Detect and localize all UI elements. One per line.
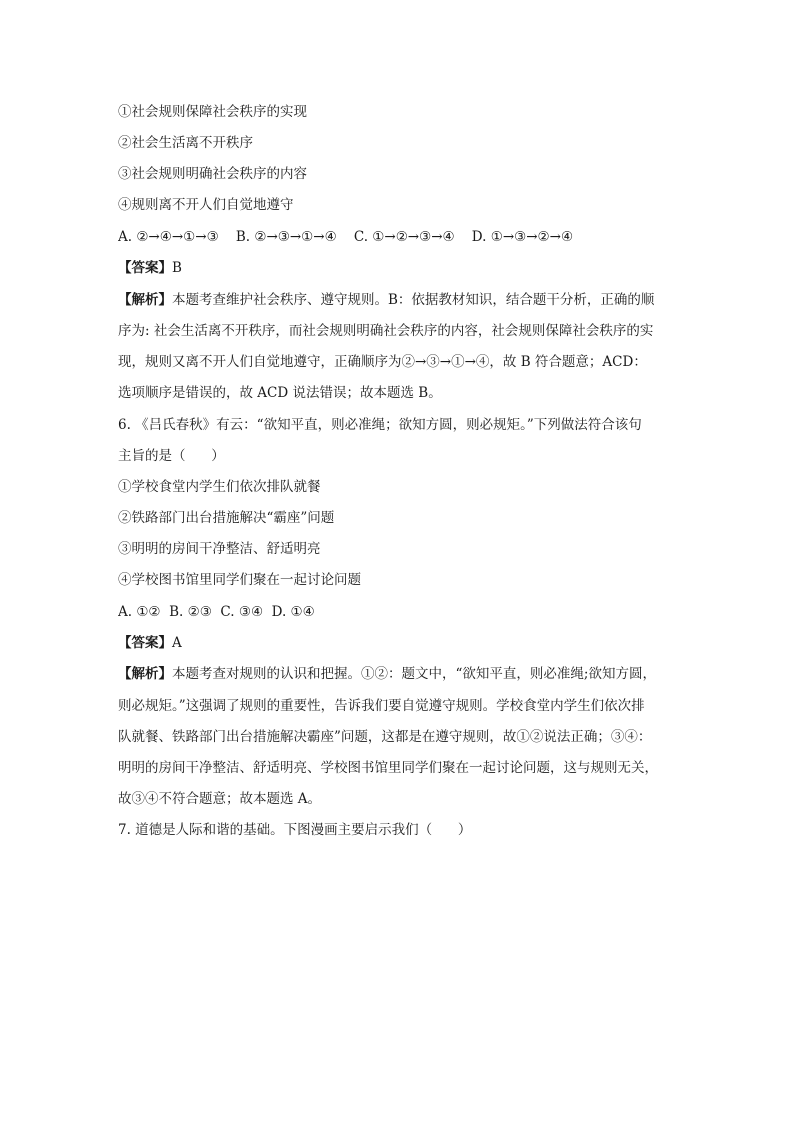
analysis-tag: 【解析】 [118,292,172,308]
q6-item-4: ④学校图书馆里同学们聚在一起讨论问题 [118,572,361,588]
q6-answer [118,633,678,653]
q5-answer [118,258,678,278]
q6-stem-line-1: 6. 《吕氏春秋》有云：“欲知平直，则必准绳；欲知方圆，则必规矩。”下列做法符合该句 [118,417,642,433]
analysis-text: 本题考查维护社会秩序、遵守规则。B：依据教材知识，结合题干分析，正确的顺 [172,292,655,308]
q5-analysis-line-1 [118,290,678,310]
q5-item-3: ③社会规则明确社会秩序的内容 [118,166,307,182]
answer-tag: 【答案】 [118,635,172,651]
q5-item-4: ④规则离不开人们自觉地遵守 [118,197,294,213]
q6-stem-line-2: 主旨的是（ ） [118,448,225,464]
q6-analysis-line-4: 明明的房间干净整洁、舒适明亮、学校图书馆里同学们聚在一起讨论问题，这与规则无关， [118,760,658,776]
q6-analysis-line-3: 队就餐、铁路部门出台措施解决霸座”问题，这都是在遵守规则，故①②说法正确；③④： [118,729,652,745]
q5-item-1: ①社会规则保障社会秩序的实现 [118,104,307,120]
q6-analysis-line-5: 故③④不符合题意；故本题选 A。 [118,791,322,807]
q5-options: A. ②→④→①→③ B. ②→③→①→④ C. ①→②→③→④ D. ①→③→②→④ [118,229,574,245]
q6-analysis-line-1 [118,664,678,684]
q6-item-1: ①学校食堂内学生们依次排队就餐 [118,479,321,495]
q6-options: A. ①② B. ②③ C. ③④ D. ①④ [118,604,315,620]
answer-tag: 【答案】 [118,260,172,276]
analysis-tag: 【解析】 [118,666,172,682]
answer-value: A [172,635,182,651]
analysis-text: 本题考查对规则的认识和把握。①②：题文中，“欲知平直，则必准绳;欲知方圆， [172,666,656,682]
q5-analysis-line-3: 现，规则又离不开人们自觉地遵守，正确顺序为②→③→①→④，故 B 符合题意；ACD： [118,354,647,370]
q7-stem: 7. 道德是人际和谐的基础。下图漫画主要启示我们（ ） [118,822,472,838]
q6-analysis-line-2: 则必规矩。”这强调了规则的重要性，告诉我们要自觉遵守规则。学校食堂内学生们依次排 [118,698,645,714]
q6-item-2: ②铁路部门出台措施解决“霸座”问题 [118,510,335,526]
answer-value: B [172,260,182,276]
q5-analysis-line-2: 序为: 社会生活离不开秩序，而社会规则明确社会秩序的内容，社会规则保障社会秩序的实 [118,323,654,339]
q5-item-2: ②社会生活离不开秩序 [118,135,253,151]
q6-item-3: ③明明的房间干净整洁、舒适明亮 [118,541,321,557]
q5-analysis-line-4: 选项顺序是错误的，故 ACD 说法错误；故本题选 B。 [118,385,442,401]
